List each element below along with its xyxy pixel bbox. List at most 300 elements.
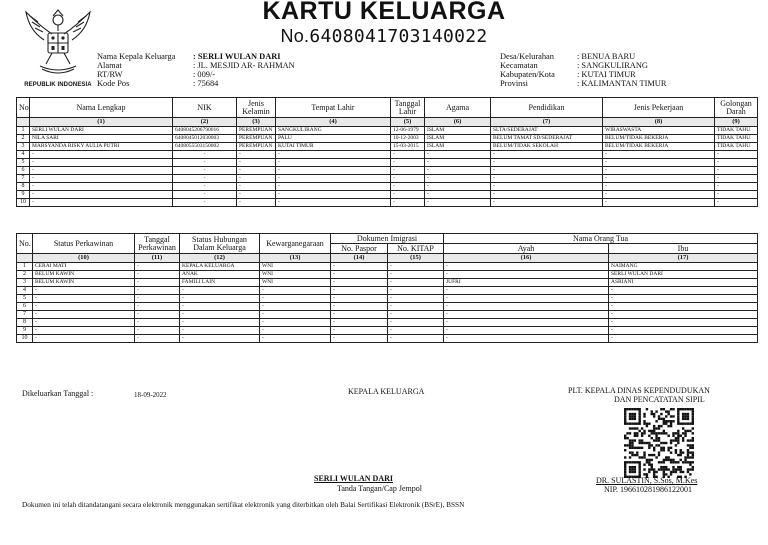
table-cell: - xyxy=(135,287,180,295)
table-cell: - xyxy=(237,159,276,167)
table-cell: - xyxy=(331,271,388,279)
table-cell: - xyxy=(603,175,715,183)
table-cell: - xyxy=(331,327,388,335)
table-cell: - xyxy=(609,335,758,343)
info-value: : 75684 xyxy=(193,79,219,88)
table-cell: - xyxy=(715,151,758,159)
table-cell: - xyxy=(276,151,391,159)
table-cell: 4 xyxy=(17,287,33,295)
table-cell: - xyxy=(425,199,491,207)
table-cell: - xyxy=(33,311,135,319)
table-cell: SERLI WULAN DARI xyxy=(609,271,758,279)
column-number: (7) xyxy=(491,118,603,127)
table-cell: 4 xyxy=(17,151,30,159)
table-row xyxy=(17,335,758,343)
column-number: (12) xyxy=(180,254,260,263)
table-row xyxy=(17,135,758,143)
info-label: Desa/Kelurahan xyxy=(500,52,554,61)
table-cell: - xyxy=(331,287,388,295)
table-cell: - xyxy=(276,159,391,167)
table-cell: - xyxy=(135,319,180,327)
table-cell: - xyxy=(609,295,758,303)
table-cell: - xyxy=(33,335,135,343)
column-number: (8) xyxy=(603,118,715,127)
table-cell: ISLAM xyxy=(425,143,491,151)
table-cell: - xyxy=(331,319,388,327)
table-cell: - xyxy=(609,303,758,311)
table-cell: - xyxy=(135,335,180,343)
table-cell: BELUM/TIDAK SEKOLAH xyxy=(491,143,603,151)
col-header: Golongan Darah xyxy=(715,98,758,118)
table-cell: - xyxy=(237,151,276,159)
table-cell: - xyxy=(388,335,444,343)
col-header: Tanggal Perkawinan xyxy=(135,234,180,254)
column-number xyxy=(17,254,33,263)
info-value: : 009/- xyxy=(193,70,216,79)
column-number-row xyxy=(17,254,758,263)
info-label: Kecamatan xyxy=(500,61,538,70)
table-cell: WNI xyxy=(260,279,331,287)
head-of-family-title: KEPALA KELUARGA xyxy=(348,387,425,396)
column-number-row xyxy=(17,118,758,127)
table-cell: - xyxy=(237,175,276,183)
table-row xyxy=(17,191,758,199)
info-label: Kode Pos xyxy=(97,79,130,88)
table-cell: - xyxy=(237,199,276,207)
column-number: (11) xyxy=(135,254,180,263)
table-cell: - xyxy=(331,303,388,311)
table-cell: - xyxy=(603,183,715,191)
table-cell: 5 xyxy=(17,159,30,167)
table-cell: - xyxy=(425,175,491,183)
table-row xyxy=(17,175,758,183)
table-cell: - xyxy=(388,295,444,303)
issued-label: Dikeluarkan Tanggal : xyxy=(22,389,94,398)
table-cell: - xyxy=(135,263,180,271)
col-header: Ayah xyxy=(444,244,609,254)
table-cell: 9 xyxy=(17,191,30,199)
table-cell: KEPALA KELUARGA xyxy=(180,263,260,271)
table-cell: - xyxy=(33,287,135,295)
table-cell: BELUM/TIDAK BEKERJA xyxy=(603,135,715,143)
info-value: : JL. MESJID AR- RAHMAN xyxy=(193,61,295,70)
table-cell: 7 xyxy=(17,175,30,183)
table-cell: 10-12-2003 xyxy=(391,135,425,143)
qr-code-icon xyxy=(624,408,694,478)
table-cell: 6408045206790016 xyxy=(173,127,237,135)
table-cell: SERLI WULAN DARI xyxy=(30,127,173,135)
table-cell: - xyxy=(603,191,715,199)
column-number: (1) xyxy=(30,118,173,127)
table-cell: - xyxy=(30,191,173,199)
table-row xyxy=(17,271,758,279)
table-cell: - xyxy=(331,263,388,271)
table-cell: - xyxy=(237,183,276,191)
table-cell: 12-06-1979 xyxy=(391,127,425,135)
official-nip: NIP. 196610281986122001 xyxy=(604,485,693,494)
table-cell: - xyxy=(391,167,425,175)
table-row xyxy=(17,167,758,175)
table-cell: - xyxy=(425,167,491,175)
table-cell: 2 xyxy=(17,135,30,143)
table-cell: - xyxy=(391,159,425,167)
table-cell: - xyxy=(444,295,609,303)
household-info-right xyxy=(500,52,666,88)
table-cell: - xyxy=(135,303,180,311)
info-label: Provinsi xyxy=(500,79,528,88)
table-cell: - xyxy=(388,327,444,335)
table-cell: - xyxy=(444,335,609,343)
table-row xyxy=(17,279,758,287)
table-cell: NILA SARI xyxy=(30,135,173,143)
table-cell: - xyxy=(135,279,180,287)
table-cell: - xyxy=(603,199,715,207)
column-number: (17) xyxy=(609,254,758,263)
table-cell: 6408045012030003 xyxy=(173,135,237,143)
table-cell: 10 xyxy=(17,199,30,207)
column-number: (13) xyxy=(260,254,331,263)
table-cell: 5 xyxy=(17,295,33,303)
official-title-line-1: PLT. KEPALA DINAS KEPENDUDUKAN xyxy=(568,386,710,395)
table-cell: - xyxy=(276,183,391,191)
table-cell: - xyxy=(388,319,444,327)
table-cell: - xyxy=(491,175,603,183)
column-number: (14) xyxy=(331,254,388,263)
table-cell: - xyxy=(180,295,260,303)
table-cell: - xyxy=(135,311,180,319)
table-cell: - xyxy=(388,263,444,271)
table-cell: WNI xyxy=(260,263,331,271)
info-row xyxy=(500,52,666,61)
table-cell: 6 xyxy=(17,167,30,175)
table-cell: PEREMPUAN xyxy=(237,127,276,135)
table-row xyxy=(17,183,758,191)
col-header: Jenis Kelamin xyxy=(237,98,276,118)
table-cell: - xyxy=(715,159,758,167)
table-cell: - xyxy=(173,191,237,199)
table-cell: - xyxy=(30,167,173,175)
table-cell: - xyxy=(715,191,758,199)
household-info-left xyxy=(97,52,295,88)
table-cell: - xyxy=(276,167,391,175)
table-cell: - xyxy=(491,151,603,159)
table-cell: - xyxy=(173,183,237,191)
table-cell: - xyxy=(425,191,491,199)
document-number xyxy=(0,26,768,47)
table-cell: - xyxy=(444,319,609,327)
table-cell: - xyxy=(715,175,758,183)
column-number: (4) xyxy=(276,118,391,127)
table-cell: 8 xyxy=(17,319,33,327)
col-header: No. KITAP xyxy=(388,244,444,254)
table-cell: - xyxy=(425,151,491,159)
table-row xyxy=(17,303,758,311)
info-row xyxy=(97,79,295,88)
table-cell: BELUM TAMAT SD/SEDERAJAT xyxy=(491,135,603,143)
table-cell: - xyxy=(331,295,388,303)
table-cell: - xyxy=(609,327,758,335)
table-cell: - xyxy=(391,191,425,199)
table-cell: - xyxy=(491,183,603,191)
table-cell: 3 xyxy=(17,279,33,287)
table-row xyxy=(17,287,758,295)
table-cell: - xyxy=(30,199,173,207)
col-header: Status Hubungan Dalam Keluarga xyxy=(180,234,260,254)
table-cell: - xyxy=(260,319,331,327)
col-header: Nama Lengkap xyxy=(30,98,173,118)
column-number: (16) xyxy=(444,254,609,263)
table-cell: - xyxy=(491,191,603,199)
table-cell: - xyxy=(180,335,260,343)
info-value: : BENUA BARU xyxy=(577,52,636,61)
table-cell: - xyxy=(388,311,444,319)
table-cell: - xyxy=(444,263,609,271)
table-cell: - xyxy=(260,287,331,295)
table-cell: - xyxy=(276,199,391,207)
table-cell: - xyxy=(331,335,388,343)
info-row xyxy=(97,52,295,61)
table-cell: - xyxy=(135,295,180,303)
table-header-row xyxy=(17,234,758,244)
col-header: No. xyxy=(17,234,33,254)
table-row xyxy=(17,311,758,319)
table-cell: - xyxy=(260,295,331,303)
table-row xyxy=(17,199,758,207)
table-cell: 2 xyxy=(17,271,33,279)
table-cell: - xyxy=(331,279,388,287)
table-cell: 9 xyxy=(17,327,33,335)
column-number: (2) xyxy=(173,118,237,127)
column-number: (5) xyxy=(391,118,425,127)
info-label: RT/RW xyxy=(97,70,123,79)
table-cell: 7 xyxy=(17,311,33,319)
table-cell: - xyxy=(609,311,758,319)
table-cell: - xyxy=(715,199,758,207)
family-status-table xyxy=(16,233,758,343)
emblem-caption: REPUBLIK INDONESIA xyxy=(24,82,92,88)
col-header: Nama Orang Tua xyxy=(444,234,758,244)
table-cell: - xyxy=(180,327,260,335)
table-cell: 8 xyxy=(17,183,30,191)
family-status-body xyxy=(17,263,758,343)
info-row xyxy=(97,61,295,70)
table-cell: - xyxy=(276,191,391,199)
table-cell: BELUM/TIDAK BEKERJA xyxy=(603,143,715,151)
col-header: Ibu xyxy=(609,244,758,254)
table-cell: - xyxy=(391,199,425,207)
table-cell: - xyxy=(180,319,260,327)
table-cell: - xyxy=(715,183,758,191)
table-cell: - xyxy=(388,279,444,287)
col-header: Status Perkawinan xyxy=(33,234,135,254)
table-cell: - xyxy=(603,159,715,167)
table-cell: - xyxy=(609,319,758,327)
table-cell: ISLAM xyxy=(425,135,491,143)
col-header: Jenis Pekerjaan xyxy=(603,98,715,118)
info-label: Alamat xyxy=(97,61,122,70)
table-cell: FAMILI LAIN xyxy=(180,279,260,287)
col-header: Tanggal Lahir xyxy=(391,98,425,118)
table-cell: - xyxy=(491,199,603,207)
table-cell: - xyxy=(173,167,237,175)
table-cell: 3 xyxy=(17,143,30,151)
document-title: KARTU KELUARGA xyxy=(262,0,506,25)
table-cell: TIDAK TAHU xyxy=(715,127,758,135)
table-cell: - xyxy=(237,167,276,175)
table-cell: - xyxy=(603,151,715,159)
table-cell: MARSYANDA RISKY AULIA PUTRI xyxy=(30,143,173,151)
document-number-value: 6408041703140022 xyxy=(309,26,488,47)
col-header: Tempat Lahir xyxy=(276,98,391,118)
col-header: No xyxy=(17,98,30,118)
table-cell: 1 xyxy=(17,263,33,271)
table-cell: - xyxy=(388,271,444,279)
table-cell: 6408055503150002 xyxy=(173,143,237,151)
table-cell: BELUM KAWIN xyxy=(33,271,135,279)
table-cell: - xyxy=(173,175,237,183)
table-cell: 1 xyxy=(17,127,30,135)
table-cell: - xyxy=(173,159,237,167)
table-cell: - xyxy=(260,303,331,311)
table-cell: WNI xyxy=(260,271,331,279)
table-cell: 15-03-2015 xyxy=(391,143,425,151)
table-cell: SLTA/SEDERAJAT xyxy=(491,127,603,135)
table-cell: - xyxy=(30,183,173,191)
table-row xyxy=(17,159,758,167)
table-cell: - xyxy=(33,327,135,335)
table-cell: - xyxy=(30,159,173,167)
head-of-family-name: SERLI WULAN DARI xyxy=(314,474,393,483)
table-cell: 6 xyxy=(17,303,33,311)
info-row xyxy=(500,79,666,88)
table-cell: - xyxy=(491,159,603,167)
column-number: (3) xyxy=(237,118,276,127)
table-cell: - xyxy=(391,175,425,183)
table-cell: - xyxy=(491,167,603,175)
table-header-row xyxy=(17,98,758,118)
table-cell: - xyxy=(444,311,609,319)
table-cell: TIDAK TAHU xyxy=(715,143,758,151)
table-cell: - xyxy=(388,303,444,311)
table-cell: PEREMPUAN xyxy=(237,143,276,151)
table-cell: - xyxy=(603,167,715,175)
info-row xyxy=(500,61,666,70)
table-cell: - xyxy=(180,303,260,311)
col-header: Pendidikan xyxy=(491,98,603,118)
column-number xyxy=(17,118,30,127)
table-cell: JUFRI xyxy=(444,279,609,287)
table-cell: TIDAK TAHU xyxy=(715,135,758,143)
info-row xyxy=(97,70,295,79)
column-number: (10) xyxy=(33,254,135,263)
table-cell: - xyxy=(237,191,276,199)
table-cell: - xyxy=(135,271,180,279)
table-cell: - xyxy=(260,311,331,319)
table-cell: - xyxy=(425,183,491,191)
table-row xyxy=(17,151,758,159)
col-header: NIK xyxy=(173,98,237,118)
info-value: : KALIMANTAN TIMUR xyxy=(577,79,667,88)
table-cell: - xyxy=(173,199,237,207)
official-name: DR. SULASTIN, S.Sos, M.Kes xyxy=(596,476,698,485)
table-cell: - xyxy=(33,303,135,311)
table-cell: - xyxy=(715,167,758,175)
table-cell: - xyxy=(260,327,331,335)
table-cell: - xyxy=(33,319,135,327)
table-cell: NAIMANG xyxy=(609,263,758,271)
table-row xyxy=(17,295,758,303)
table-cell: - xyxy=(444,287,609,295)
table-cell: PALU xyxy=(276,135,391,143)
table-cell: WIRASWASTA xyxy=(603,127,715,135)
column-number: (9) xyxy=(715,118,758,127)
table-cell: - xyxy=(30,151,173,159)
document-number-label: No. xyxy=(280,26,310,46)
signature-caption: Tanda Tangan/Cap Jempol xyxy=(337,484,422,493)
table-cell: - xyxy=(425,159,491,167)
table-cell: - xyxy=(180,311,260,319)
column-number: (15) xyxy=(388,254,444,263)
table-cell: - xyxy=(391,151,425,159)
official-title-line-2: DAN PENCATATAN SIPIL xyxy=(614,395,705,404)
info-value: : SANGKULIRANG xyxy=(577,61,648,70)
table-cell: - xyxy=(33,295,135,303)
table-cell: - xyxy=(260,335,331,343)
table-cell: ANAK xyxy=(180,271,260,279)
table-cell: - xyxy=(180,287,260,295)
table-cell: KUTAI TIMUR xyxy=(276,143,391,151)
info-label: Nama Kepala Keluarga xyxy=(97,52,176,61)
col-header: Kewarganegaraan xyxy=(260,234,331,254)
table-cell: - xyxy=(609,287,758,295)
table-row xyxy=(17,263,758,271)
col-header: No. Paspor xyxy=(331,244,388,254)
table-cell: - xyxy=(391,183,425,191)
table-row xyxy=(17,127,758,135)
table-cell: CERAI MATI xyxy=(33,263,135,271)
table-row xyxy=(17,143,758,151)
issued-date: 18-09-2022 xyxy=(134,391,167,399)
table-cell: ISLAM xyxy=(425,127,491,135)
table-cell: PEREMPUAN xyxy=(237,135,276,143)
family-members-table xyxy=(16,97,758,207)
table-cell: - xyxy=(276,175,391,183)
table-cell: 10 xyxy=(17,335,33,343)
column-number: (6) xyxy=(425,118,491,127)
table-cell: - xyxy=(30,175,173,183)
table-cell: - xyxy=(388,287,444,295)
table-row xyxy=(17,319,758,327)
col-header: Dokumen Imigrasi xyxy=(331,234,444,244)
table-cell: - xyxy=(173,151,237,159)
family-members-body xyxy=(17,127,758,207)
table-cell: - xyxy=(331,311,388,319)
table-row xyxy=(17,327,758,335)
col-header: Agama xyxy=(425,98,491,118)
table-cell: - xyxy=(444,271,609,279)
table-cell: SANGKULIRANG xyxy=(276,127,391,135)
table-cell: - xyxy=(444,327,609,335)
table-cell: - xyxy=(444,303,609,311)
info-value: : SERLI WULAN DARI xyxy=(193,52,281,61)
info-row xyxy=(500,70,666,79)
info-label: Kabupaten/Kota xyxy=(500,70,555,79)
table-cell: - xyxy=(135,327,180,335)
info-value: : KUTAI TIMUR xyxy=(577,70,636,79)
disclaimer-text: Dokumen ini telah ditandatangani secara elektronik menggunakan sertifikat elektronik yang diterbitkan oleh Balai Sertifikasi Elektronik (BSrE), BSSN xyxy=(22,500,465,509)
table-cell: BELUM KAWIN xyxy=(33,279,135,287)
table-cell: ASRIANI xyxy=(609,279,758,287)
